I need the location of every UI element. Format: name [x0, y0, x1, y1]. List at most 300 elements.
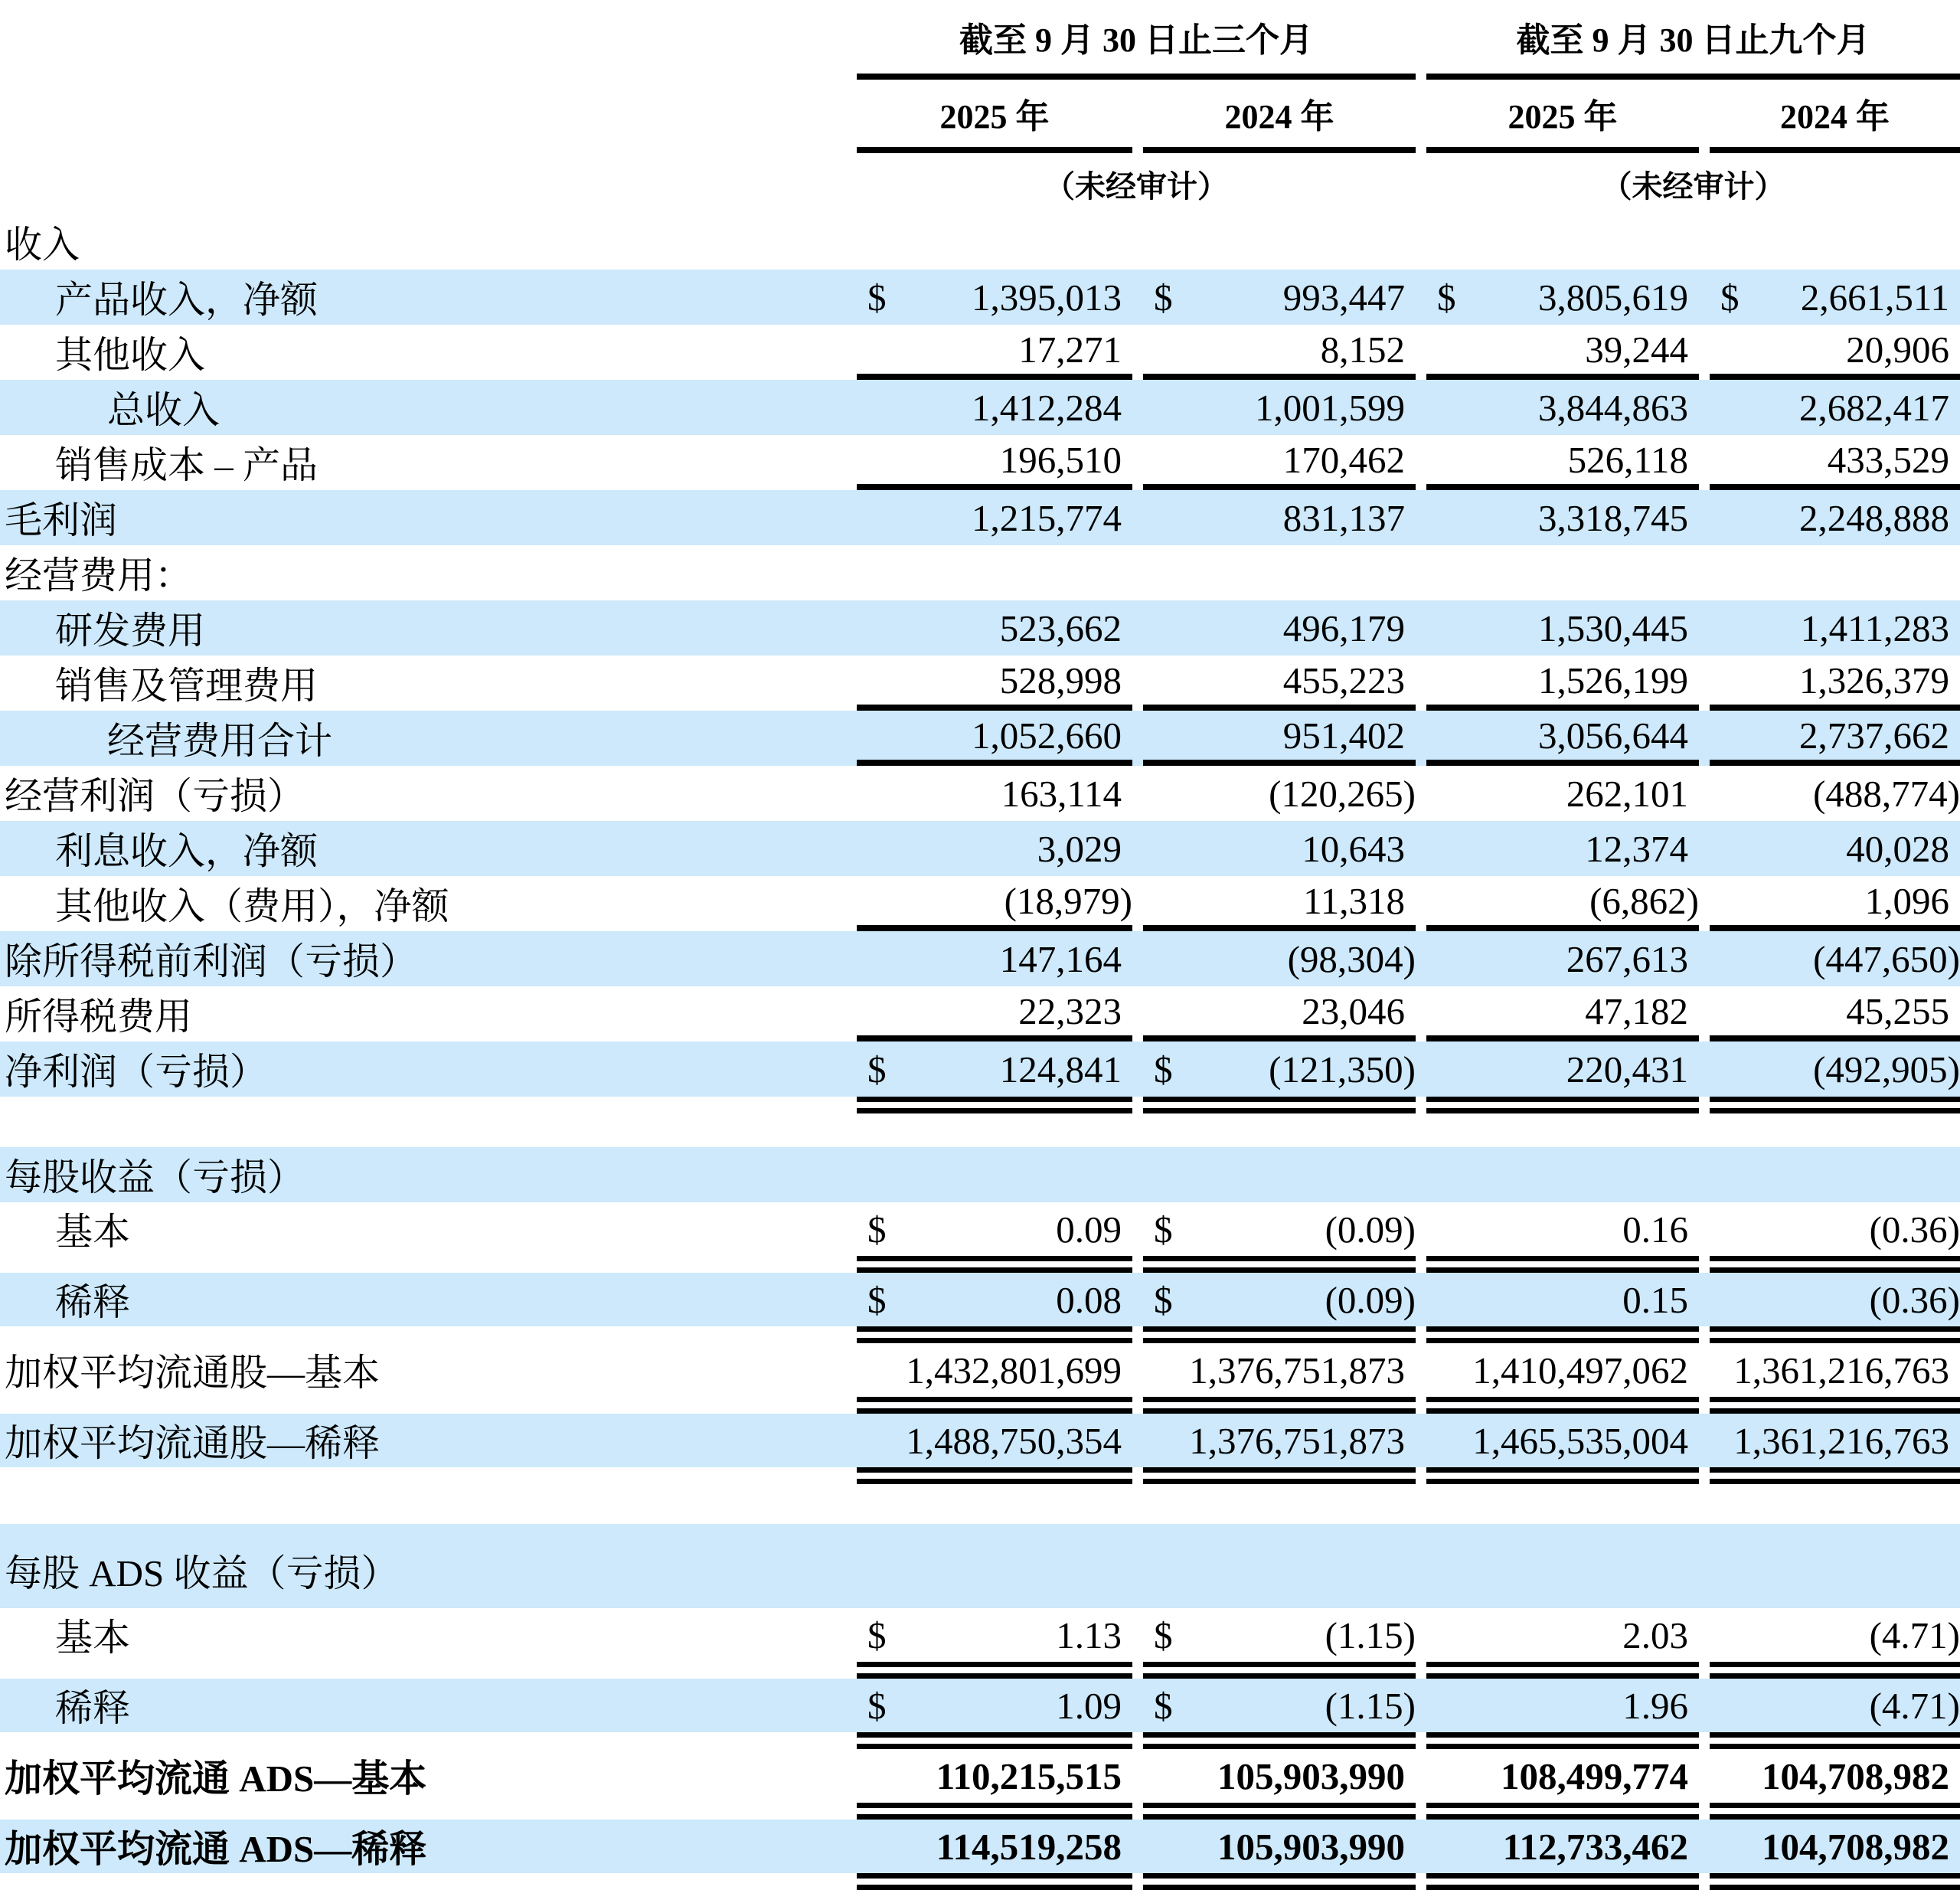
value-cell — [1143, 1343, 1416, 1397]
table-row — [0, 1343, 1960, 1397]
year-header-2025-q3: 2025 年 — [857, 80, 1132, 153]
double-rule-row — [0, 1467, 1960, 1484]
double-rule — [1143, 1467, 1416, 1484]
dollar-sign: $ — [867, 1278, 887, 1321]
value-cell — [1143, 490, 1416, 545]
double-rule-row — [0, 1326, 1960, 1343]
value-cell — [857, 766, 1132, 821]
value-cell — [1710, 656, 1960, 711]
value-cell — [1143, 325, 1416, 380]
double-rule — [1710, 1662, 1960, 1679]
table-row — [0, 766, 1960, 821]
cell-value: 1,465,535,004 — [1472, 1419, 1688, 1462]
value-cell — [1426, 1343, 1699, 1397]
table-row — [0, 435, 1960, 490]
cell-value: 39,244 — [1585, 328, 1688, 371]
value-cell — [1710, 821, 1960, 876]
value-cell — [1426, 545, 1699, 600]
row-label: 利息收入，净额 — [55, 830, 318, 872]
row-label: 总收入 — [107, 389, 220, 431]
table-row — [0, 325, 1960, 380]
value-cell — [1710, 711, 1960, 766]
value-cell — [1426, 931, 1699, 986]
double-rule — [1426, 1326, 1699, 1343]
value-cell — [1143, 1273, 1416, 1326]
table-row — [0, 711, 1960, 766]
value-cell — [1426, 1820, 1699, 1873]
value-cell — [1710, 1041, 1960, 1097]
value-cell — [857, 986, 1132, 1041]
cell-value: 110,215,515 — [936, 1754, 1122, 1797]
value-cell — [857, 876, 1132, 931]
value-cell — [1710, 1524, 1960, 1608]
value-cell — [1426, 1414, 1699, 1467]
cell-value: 1,410,497,062 — [1472, 1349, 1688, 1391]
value-cell — [1710, 325, 1960, 380]
double-rule — [1710, 1097, 1960, 1113]
value-cell — [1143, 380, 1416, 435]
income-statement-table — [0, 214, 1960, 1890]
period-group-three-months: 截至 9 月 30 日止三个月 — [857, 0, 1416, 80]
double-rule — [1710, 1397, 1960, 1414]
cell-value: 20,906 — [1846, 328, 1949, 371]
value-cell — [1143, 1041, 1416, 1097]
cell-value: 1,001,599 — [1255, 386, 1405, 429]
dollar-sign: $ — [1720, 276, 1740, 319]
double-rule-row — [0, 1097, 1960, 1113]
dollar-sign: $ — [867, 1048, 887, 1091]
cell-value: 40,028 — [1846, 827, 1949, 870]
value-cell — [1143, 270, 1416, 325]
double-rule-row — [0, 1732, 1960, 1749]
double-rule — [857, 1873, 1132, 1890]
value-cell — [1710, 876, 1960, 931]
cell-value: 47,182 — [1585, 989, 1688, 1032]
cell-value: 170,462 — [1282, 438, 1405, 481]
double-rule-row — [0, 1803, 1960, 1820]
value-cell — [1710, 1414, 1960, 1467]
cell-value: 112,733,462 — [1502, 1825, 1688, 1868]
table-row — [0, 1608, 1960, 1662]
double-rule-row — [0, 1256, 1960, 1273]
table-row — [0, 600, 1960, 656]
unaudited-row — [0, 153, 1960, 214]
value-cell — [857, 325, 1132, 380]
value-cell — [1710, 270, 1960, 325]
double-rule — [1143, 1662, 1416, 1679]
value-cell — [857, 1414, 1132, 1467]
value-cell — [1143, 214, 1416, 270]
table-row — [0, 1147, 1960, 1202]
value-cell — [857, 656, 1132, 711]
cell-value: 0.08 — [1056, 1278, 1122, 1321]
cell-value: 1,530,445 — [1538, 607, 1688, 649]
row-label: 研发费用 — [55, 610, 206, 652]
table-row — [0, 876, 1960, 931]
double-rule — [1426, 1256, 1699, 1273]
value-cell — [1426, 1273, 1699, 1326]
value-cell — [1710, 986, 1960, 1041]
cell-value: 1,411,283 — [1800, 607, 1949, 649]
cell-value: 0.16 — [1622, 1208, 1688, 1251]
table-row — [0, 1202, 1960, 1256]
cell-value: 45,255 — [1846, 989, 1949, 1032]
value-cell — [1426, 821, 1699, 876]
row-label: 经营费用： — [5, 554, 193, 597]
double-rule — [1426, 1097, 1699, 1113]
double-rule — [1143, 1732, 1416, 1749]
table-row — [0, 545, 1960, 600]
cell-value: 196,510 — [999, 438, 1122, 481]
cell-value: 114,519,258 — [936, 1825, 1122, 1868]
double-rule — [1710, 1467, 1960, 1484]
value-cell — [1710, 1749, 1960, 1803]
table-row — [0, 821, 1960, 876]
value-cell — [1143, 1147, 1416, 1202]
value-cell — [857, 435, 1132, 490]
value-cell — [857, 1041, 1132, 1097]
value-cell — [1143, 1414, 1416, 1467]
table-row — [0, 986, 1960, 1041]
cell-value: (121,350) — [1269, 1048, 1416, 1091]
row-label: 加权平均流通 ADS—基本 — [5, 1758, 427, 1800]
cell-value: 455,223 — [1282, 659, 1405, 701]
cell-value: 1,361,216,763 — [1733, 1419, 1949, 1462]
value-cell — [1710, 490, 1960, 545]
cell-value: 2,661,511 — [1800, 276, 1949, 319]
value-cell — [857, 545, 1132, 600]
cell-value: 1,488,750,354 — [906, 1419, 1122, 1462]
cell-value: 23,046 — [1302, 989, 1405, 1032]
cell-value: 433,529 — [1827, 438, 1949, 481]
value-cell — [857, 1524, 1132, 1608]
cell-value: (488,774) — [1813, 772, 1960, 815]
row-label: 毛利润 — [5, 499, 118, 541]
value-cell — [1710, 1608, 1960, 1662]
cell-value: 1,361,216,763 — [1733, 1349, 1949, 1391]
value-cell — [1426, 766, 1699, 821]
cell-value: 1,432,801,699 — [906, 1349, 1122, 1391]
double-rule-row — [0, 1662, 1960, 1679]
cell-value: 8,152 — [1320, 328, 1405, 371]
cell-value: (1.15) — [1325, 1614, 1416, 1656]
double-rule-row — [0, 1873, 1960, 1890]
double-rule — [1143, 1326, 1416, 1343]
value-cell — [1143, 711, 1416, 766]
cell-value: 3,844,863 — [1538, 386, 1688, 429]
value-cell — [1426, 600, 1699, 656]
cell-value: (0.09) — [1325, 1208, 1416, 1251]
unaudited-label-three-months: （未经审计） — [1044, 168, 1228, 204]
cell-value: 1,376,751,873 — [1189, 1349, 1405, 1391]
cell-value: 11,318 — [1303, 879, 1405, 922]
section-gap — [0, 1113, 1960, 1147]
value-cell — [1426, 1679, 1699, 1732]
cell-value: 2,682,417 — [1799, 386, 1949, 429]
cell-value: 1.09 — [1056, 1684, 1122, 1727]
period-group-nine-months: 截至 9 月 30 日止九个月 — [1426, 0, 1960, 80]
year-header-2025-9m: 2025 年 — [1426, 80, 1699, 153]
cell-value: (1.15) — [1325, 1684, 1416, 1727]
cell-value: 2,737,662 — [1799, 714, 1949, 757]
section-gap — [0, 1484, 1960, 1524]
dollar-sign: $ — [1154, 1614, 1173, 1656]
cell-value: 0.09 — [1056, 1208, 1122, 1251]
value-cell — [857, 711, 1132, 766]
period-group-row — [0, 0, 1960, 80]
value-cell — [1143, 600, 1416, 656]
value-cell — [857, 1147, 1132, 1202]
value-cell — [1426, 986, 1699, 1041]
double-rule — [857, 1256, 1132, 1273]
row-label: 稀释 — [55, 1281, 131, 1323]
double-rule-row — [0, 1397, 1960, 1414]
value-cell — [857, 1679, 1132, 1732]
double-rule — [1426, 1397, 1699, 1414]
double-rule — [1143, 1397, 1416, 1414]
cell-value: (492,905) — [1813, 1048, 1960, 1091]
table-row — [0, 270, 1960, 325]
row-label: 所得税费用 — [5, 996, 193, 1038]
value-cell — [1710, 1273, 1960, 1326]
cell-value: 147,164 — [999, 937, 1122, 980]
cell-value: (0.36) — [1869, 1278, 1960, 1321]
dollar-sign: $ — [1154, 1208, 1173, 1251]
cell-value: 17,271 — [1018, 328, 1122, 371]
cell-value: (98,304) — [1287, 937, 1416, 980]
double-rule — [1710, 1873, 1960, 1890]
value-cell — [1710, 380, 1960, 435]
value-cell — [857, 600, 1132, 656]
cell-value: 105,903,990 — [1217, 1754, 1405, 1797]
cell-value: 124,841 — [999, 1048, 1122, 1091]
value-cell — [1426, 270, 1699, 325]
value-cell — [857, 821, 1132, 876]
value-cell — [857, 214, 1132, 270]
value-cell — [1710, 435, 1960, 490]
row-label: 经营利润（亏损） — [5, 775, 305, 817]
table-row — [0, 1414, 1960, 1467]
value-cell — [1143, 1202, 1416, 1256]
cell-value: 12,374 — [1585, 827, 1688, 870]
cell-value: 1,526,199 — [1538, 659, 1688, 701]
value-cell — [857, 1273, 1132, 1326]
cell-value: 1,395,013 — [972, 276, 1122, 319]
cell-value: 0.15 — [1622, 1278, 1688, 1321]
row-label: 加权平均流通股—基本 — [5, 1352, 381, 1394]
row-label: 产品收入，净额 — [55, 279, 318, 321]
cell-value: 993,447 — [1282, 276, 1405, 319]
row-label: 销售成本 – 产品 — [55, 444, 318, 486]
cell-value: 3,029 — [1037, 827, 1122, 870]
double-rule — [857, 1397, 1132, 1414]
table-row — [0, 656, 1960, 711]
row-label: 其他收入（费用），净额 — [55, 885, 449, 927]
row-label: 销售及管理费用 — [55, 665, 318, 707]
double-rule — [1143, 1256, 1416, 1273]
cell-value: 104,708,982 — [1762, 1825, 1949, 1868]
cell-value: 1,096 — [1864, 879, 1949, 922]
row-label: 经营费用合计 — [107, 720, 333, 762]
cell-value: 1.96 — [1622, 1684, 1688, 1727]
cell-value: 1.13 — [1056, 1614, 1122, 1656]
cell-value: 526,118 — [1567, 438, 1688, 481]
double-rule — [857, 1803, 1132, 1820]
cell-value: (4.71) — [1869, 1614, 1960, 1656]
value-cell — [1143, 435, 1416, 490]
value-cell — [1426, 876, 1699, 931]
cell-value: 10,643 — [1302, 827, 1405, 870]
double-rule — [1710, 1326, 1960, 1343]
cell-value: (6,862) — [1589, 879, 1699, 922]
cell-value: 951,402 — [1282, 714, 1405, 757]
value-cell — [1143, 656, 1416, 711]
cell-value: 1,412,284 — [972, 386, 1122, 429]
value-cell — [1426, 490, 1699, 545]
value-cell — [1710, 1343, 1960, 1397]
value-cell — [1426, 1202, 1699, 1256]
dollar-sign: $ — [867, 1684, 887, 1727]
value-cell — [1426, 435, 1699, 490]
cell-value: (4.71) — [1869, 1684, 1960, 1727]
value-cell — [1426, 1524, 1699, 1608]
table-row — [0, 931, 1960, 986]
table-row — [0, 490, 1960, 545]
cell-value: (18,979) — [1004, 879, 1132, 922]
dollar-sign: $ — [867, 276, 887, 319]
cell-value: 262,101 — [1566, 772, 1688, 815]
table-row — [0, 214, 1960, 270]
year-header-2024-9m: 2024 年 — [1710, 80, 1960, 153]
table-row — [0, 1524, 1960, 1608]
cell-value: (0.36) — [1869, 1208, 1960, 1251]
value-cell — [1426, 1608, 1699, 1662]
double-rule — [1143, 1803, 1416, 1820]
cell-value: 163,114 — [1001, 772, 1122, 815]
value-cell — [1426, 380, 1699, 435]
cell-value: 1,326,379 — [1799, 659, 1949, 701]
row-label: 净利润（亏损） — [5, 1051, 268, 1093]
value-cell — [1710, 545, 1960, 600]
double-rule — [857, 1467, 1132, 1484]
value-cell — [1710, 1820, 1960, 1873]
double-rule — [1426, 1803, 1699, 1820]
cell-value: 104,708,982 — [1762, 1754, 1949, 1797]
value-cell — [1143, 1679, 1416, 1732]
value-cell — [1426, 325, 1699, 380]
value-cell — [1143, 1524, 1416, 1608]
value-cell — [1143, 876, 1416, 931]
dollar-sign: $ — [1154, 1048, 1173, 1091]
cell-value: 3,805,619 — [1538, 276, 1688, 319]
value-cell — [1710, 600, 1960, 656]
value-cell — [1426, 1041, 1699, 1097]
double-rule — [1143, 1097, 1416, 1113]
value-cell — [1143, 931, 1416, 986]
cell-value: 523,662 — [999, 607, 1122, 649]
table-row — [0, 1820, 1960, 1873]
table-row — [0, 1749, 1960, 1803]
value-cell — [857, 1202, 1132, 1256]
value-cell — [1710, 1679, 1960, 1732]
cell-value: 831,137 — [1282, 496, 1405, 539]
dollar-sign: $ — [1154, 1684, 1173, 1727]
statement-header — [0, 0, 1960, 214]
double-rule — [1426, 1467, 1699, 1484]
double-rule — [857, 1326, 1132, 1343]
cell-value: 108,499,774 — [1501, 1754, 1688, 1797]
value-cell — [857, 270, 1132, 325]
dollar-sign: $ — [1154, 276, 1173, 319]
cell-value: 105,903,990 — [1217, 1825, 1405, 1868]
dollar-sign: $ — [1154, 1278, 1173, 1321]
double-rule — [1426, 1873, 1699, 1890]
double-rule — [857, 1662, 1132, 1679]
table-row — [0, 1273, 1960, 1326]
value-cell — [857, 1608, 1132, 1662]
value-cell — [857, 490, 1132, 545]
double-rule — [857, 1732, 1132, 1749]
cell-value: 1,052,660 — [972, 714, 1122, 757]
double-rule — [1426, 1732, 1699, 1749]
value-cell — [1143, 1820, 1416, 1873]
dollar-sign: $ — [867, 1208, 887, 1251]
year-header-row — [0, 80, 1960, 153]
value-cell — [1143, 1608, 1416, 1662]
value-cell — [1143, 821, 1416, 876]
cell-value: 3,056,644 — [1538, 714, 1688, 757]
double-rule — [1710, 1803, 1960, 1820]
double-rule — [1710, 1256, 1960, 1273]
cell-value: 22,323 — [1018, 989, 1122, 1032]
table-row — [0, 1679, 1960, 1732]
value-cell — [1710, 931, 1960, 986]
cell-value: 1,376,751,873 — [1189, 1419, 1405, 1462]
cell-value: 2.03 — [1622, 1614, 1688, 1656]
value-cell — [1426, 656, 1699, 711]
cell-value: 2,248,888 — [1799, 496, 1949, 539]
dollar-sign: $ — [867, 1614, 887, 1656]
cell-value: 528,998 — [999, 659, 1122, 701]
cell-value: 496,179 — [1282, 607, 1405, 649]
value-cell — [857, 1749, 1132, 1803]
year-header-2024-q3: 2024 年 — [1143, 80, 1416, 153]
row-label: 基本 — [55, 1211, 131, 1253]
row-label: 加权平均流通 ADS—稀释 — [5, 1828, 427, 1870]
value-cell — [1710, 214, 1960, 270]
value-cell — [857, 380, 1132, 435]
double-rule — [857, 1097, 1132, 1113]
row-label: 每股收益（亏损） — [5, 1156, 305, 1198]
value-cell — [1426, 214, 1699, 270]
value-cell — [1143, 766, 1416, 821]
value-cell — [1426, 711, 1699, 766]
double-rule — [1426, 1662, 1699, 1679]
unaudited-label-nine-months: （未经审计） — [1601, 168, 1785, 204]
cell-value: 1,215,774 — [972, 496, 1122, 539]
cell-value: (447,650) — [1813, 937, 1960, 980]
value-cell — [1143, 1749, 1416, 1803]
value-cell — [1143, 986, 1416, 1041]
dollar-sign: $ — [1437, 276, 1456, 319]
cell-value: (120,265) — [1269, 772, 1416, 815]
row-label: 基本 — [55, 1617, 131, 1659]
value-cell — [1710, 766, 1960, 821]
value-cell — [1426, 1749, 1699, 1803]
cell-value: 3,318,745 — [1538, 496, 1688, 539]
cell-value: 220,431 — [1566, 1048, 1688, 1091]
value-cell — [1143, 545, 1416, 600]
